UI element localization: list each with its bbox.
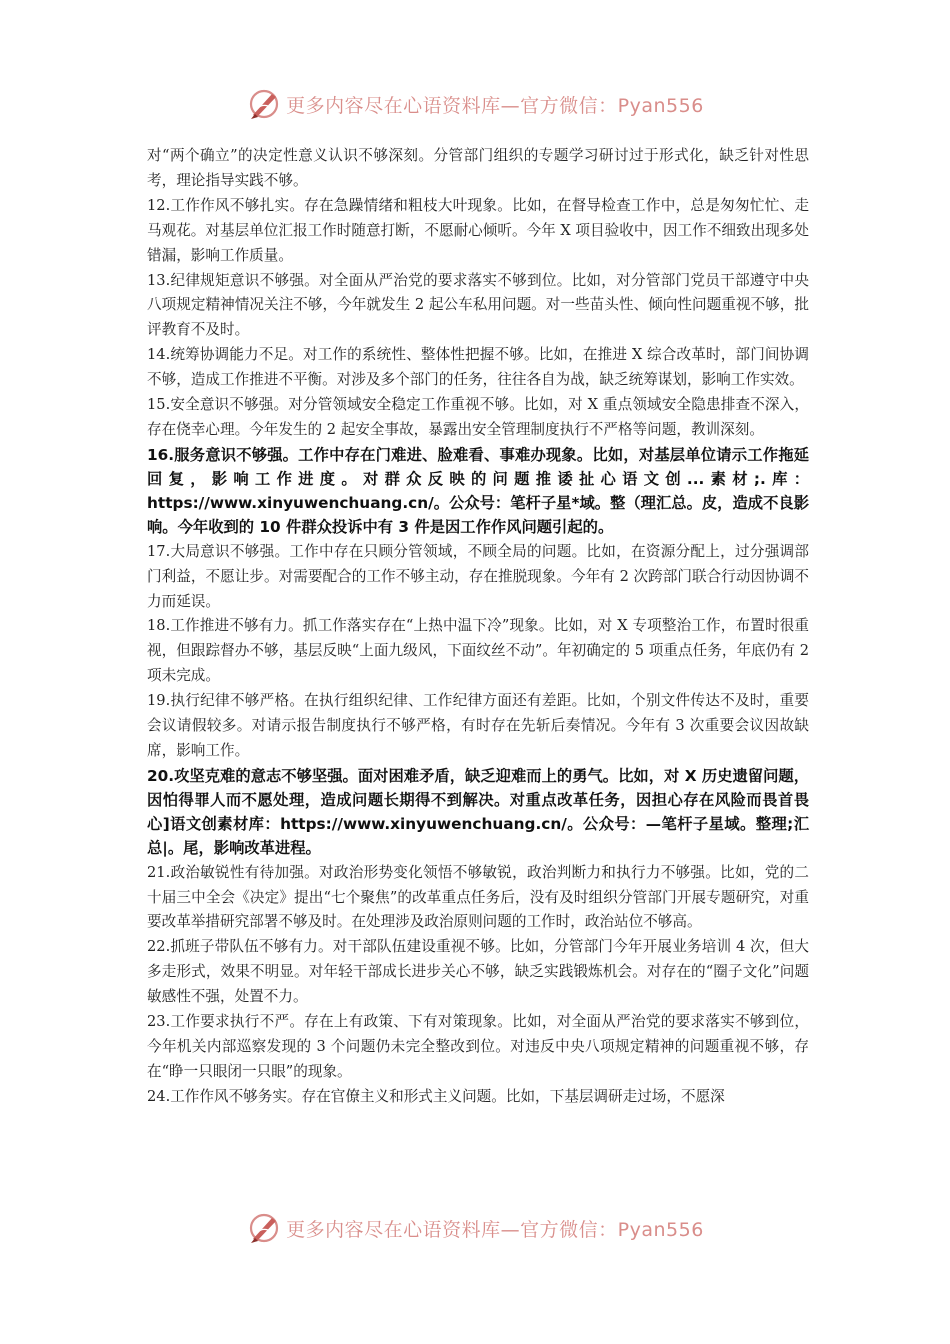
- footer-banner-text: 更多内容尽在心语资料库—官方微信：Pyan556: [286, 1218, 704, 1241]
- pen-ink-logo-icon: [246, 86, 282, 122]
- paragraph-23: 23.工作要求执行不严。存在上有政策、下有对策现象。比如，对全面从严治党的要求落实不够到位，今年机关内部巡察发现的 3 个问题仍未完全整改到位。对违反中央八项规定精神的问题重视不够，存在“睁一只眼闭一只眼”的现象。: [147, 1013, 809, 1080]
- document-body: [147, 144, 809, 1110]
- paragraph-18: 18.工作推进不够有力。抓工作落实存在“上热中温下冷”现象。比如，对 X 专项整治工作，布置时很重视，但跟踪督办不够，基层反映“上面九级风，下面纹丝不动”。年初确定的 5 项重点任务，年底仍有 2 项未完成。: [147, 617, 809, 685]
- paragraph-13: 13.纪律规矩意识不够强。对全面从严治党的要求落实不够到位。比如，对分管部门党员干部遵守中央八项规定精神情况关注不够，今年就发生 2 起公车私用问题。对一些苗头性、倾向性问题重视不够，批评教育不及时。: [147, 271, 809, 339]
- paragraph-24: 24.工作作风不够务实。存在官僚主义和形式主义问题。比如，下基层调研走过场，不愿深: [147, 1087, 725, 1105]
- paragraph-22: 22.抓班子带队伍不够有力。对干部队伍建设重视不够。比如，分管部门今年开展业务培训 4 次，但大多走形式，效果不明显。对年轻干部成长进步关心不够，缺乏实践锻炼机会。对存在的“圈子文化”问题敏感性不强，处置不力。: [147, 938, 809, 1006]
- header-banner-text: 更多内容尽在心语资料库—官方微信：Pyan556: [286, 94, 704, 117]
- paragraph-19: 19.执行纪律不够严格。在执行组织纪律、工作纪律方面还有差距。比如，个别文件传达不及时，重要会议请假较多。对请示报告制度执行不够严格，有时存在先斩后奏情况。今年有 3 次重要会议因故缺席，影响工作。: [147, 692, 809, 759]
- paragraph-20: 20.攻坚克难的意志不够坚强。面对困难矛盾，缺乏迎难而上的勇气。比如，对 X 历史遗留问题，因怕得罪人而不愿处理，造成问题长期得不到解决。对重点改革任务，因担心存在风险而畏首畏心]语文创素材库：https://www.xinyuwenchuang.cn/。公众号：—笔杆子星域。整理;汇总|。尾，影响改革进程。: [147, 766, 809, 858]
- paragraph-17: 17.大局意识不够强。工作中存在只顾分管领域，不顾全局的问题。比如，在资源分配上，过分强调部门利益，不愿让步。对需要配合的工作不够主动，存在推脱现象。今年有 2 次跨部门联合行动因协调不力而延误。: [147, 542, 809, 610]
- footer-banner: [0, 1208, 950, 1248]
- paragraph-14: 14.统筹协调能力不足。对工作的系统性、整体性把握不够。比如，在推进 X 综合改革时，部门间协调不够，造成工作推进不平衡。对涉及多个部门的任务，往往各自为战，缺乏统筹谋划，影响工作实效。: [147, 346, 809, 389]
- paragraph-12: 12.工作作风不够扎实。存在急躁情绪和粗枝大叶现象。比如，在督导检查工作中，总是匆匆忙忙、走马观花。对基层单位汇报工作时随意打断，不愿耐心倾听。今年 X 项目验收中，因工作不细致出现多处错漏，影响工作质量。: [147, 196, 809, 264]
- paragraph-15: 15.安全意识不够强。对分管领域安全稳定工作重视不够。比如，对 X 重点领域安全隐患排查不深入，存在侥幸心理。今年发生的 2 起安全事故，暴露出安全管理制度执行不严格等问题，教训深刻。: [147, 396, 809, 438]
- paragraph-21: 21.政治敏锐性有待加强。对政治形势变化领悟不够敏锐，政治判断力和执行力不够强。比如，党的二十届三中全会《决定》提出“七个聚焦”的改革重点任务后，没有及时组织分管部门开展专题研究，对重要改革举措研究部署不够及时。在处理涉及政治原则问题的工作时，政治站位不够高。: [147, 863, 809, 931]
- pen-ink-logo-icon: [246, 1210, 282, 1246]
- header-banner: [0, 84, 950, 124]
- paragraph-continued: 对“两个确立”的决定性意义认识不够深刻。分管部门组织的专题学习研讨过于形式化，缺乏针对性思考，理论指导实践不够。: [147, 147, 809, 189]
- paragraph-16: 16.服务意识不够强。工作中存在门难进、脸难看、事难办现象。比如，对基层单位请示工作拖延回复，影响工作进度。对群众反映的问题推诿扯心语文创...素材;.库：https://www.xinyuwenchuang.cn/。公众号：笔杆子星*域。整（理汇总。皮，造成不良影响。今年收到的 10 件群众投诉中有 3 件是因工作作风问题引起的。: [147, 445, 809, 537]
